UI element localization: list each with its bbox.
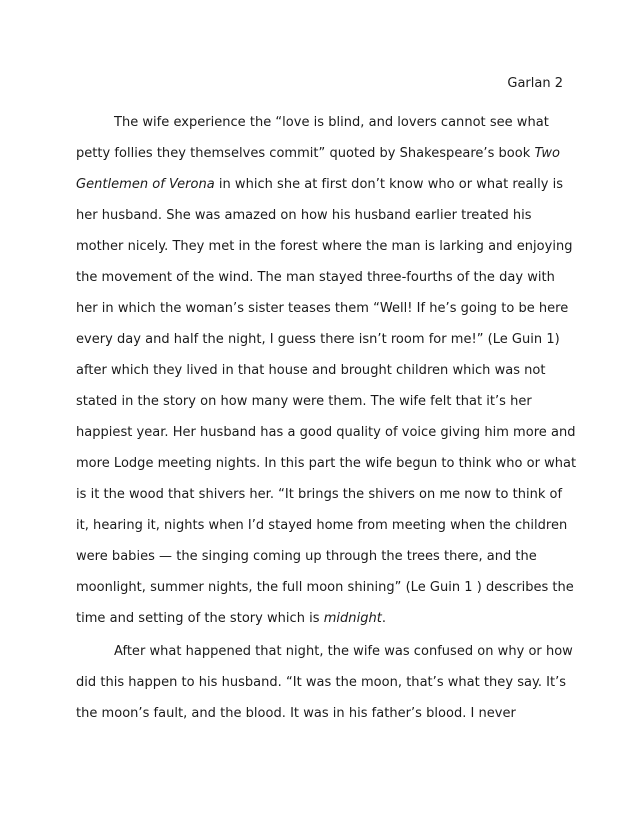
line-text: in which she at first don’t know who or what really is — [214, 177, 564, 192]
line-text: it, hearing it, nights when I’d stayed home from meeting when the children — [76, 518, 568, 533]
line-text: The wife experience the “love is blind, and lovers cannot see what — [114, 115, 549, 130]
text-line — [76, 579, 576, 610]
line-text: After what happened that night, the wife was confused on why or how — [114, 644, 573, 659]
text-line — [76, 176, 576, 207]
text-line — [76, 705, 576, 736]
line-text: more Lodge meeting nights. In this part the wife begun to think who or what — [76, 456, 577, 471]
text-line — [76, 486, 576, 517]
line-text: is it the wood that shivers her. “It brings the shivers on me now to think of — [76, 487, 563, 502]
line-text: did this happen to his husband. “It was the moon, that’s what they say. It’s — [76, 675, 567, 690]
text-line — [76, 674, 576, 705]
text-line — [76, 269, 576, 300]
text-line — [76, 331, 576, 362]
text-line — [76, 393, 576, 424]
text-line — [76, 517, 576, 548]
essay-body — [76, 114, 576, 736]
line-text: moonlight, summer nights, the full moon shining” (Le Guin 1 ) describes the — [76, 580, 574, 595]
italic-text: Two — [534, 146, 560, 161]
text-line — [76, 238, 576, 269]
line-text: the movement of the wind. The man stayed three-fourths of the day with — [76, 270, 555, 285]
text-line — [76, 548, 576, 579]
line-text: stated in the story on how many were them. The wife felt that it’s her — [76, 394, 532, 409]
running-head: Garlan 2 — [507, 76, 563, 91]
line-text: . — [381, 611, 387, 626]
text-line — [76, 424, 576, 455]
line-text: her husband. She was amazed on how his husband earlier treated his — [76, 208, 532, 223]
italic-text: midnight — [323, 611, 382, 626]
text-line — [76, 455, 576, 486]
line-text: her in which the woman’s sister teases them “Well! If he’s going to be here — [76, 301, 569, 316]
line-text: were babies — the singing coming up through the trees there, and the — [76, 549, 537, 564]
line-text: after which they lived in that house and brought children which was not — [76, 363, 546, 378]
text-line — [76, 207, 576, 238]
text-line — [76, 362, 576, 393]
text-line — [76, 145, 576, 176]
line-text: every day and half the night, I guess there isn’t room for me!” (Le Guin 1) — [76, 332, 560, 347]
line-text: happiest year. Her husband has a good quality of voice giving him more and — [76, 425, 576, 440]
text-line — [76, 610, 576, 641]
line-text: time and setting of the story which is — [76, 611, 324, 626]
line-text: mother nicely. They met in the forest where the man is larking and enjoying — [76, 239, 573, 254]
line-text: petty follies they themselves commit” quoted by Shakespeare’s book — [76, 146, 535, 161]
line-text: the moon’s fault, and the blood. It was in his father’s blood. I never — [76, 706, 516, 721]
text-line — [76, 643, 576, 674]
text-line — [76, 300, 576, 331]
text-line — [76, 114, 576, 145]
italic-text: Gentlemen of Verona — [76, 177, 215, 192]
